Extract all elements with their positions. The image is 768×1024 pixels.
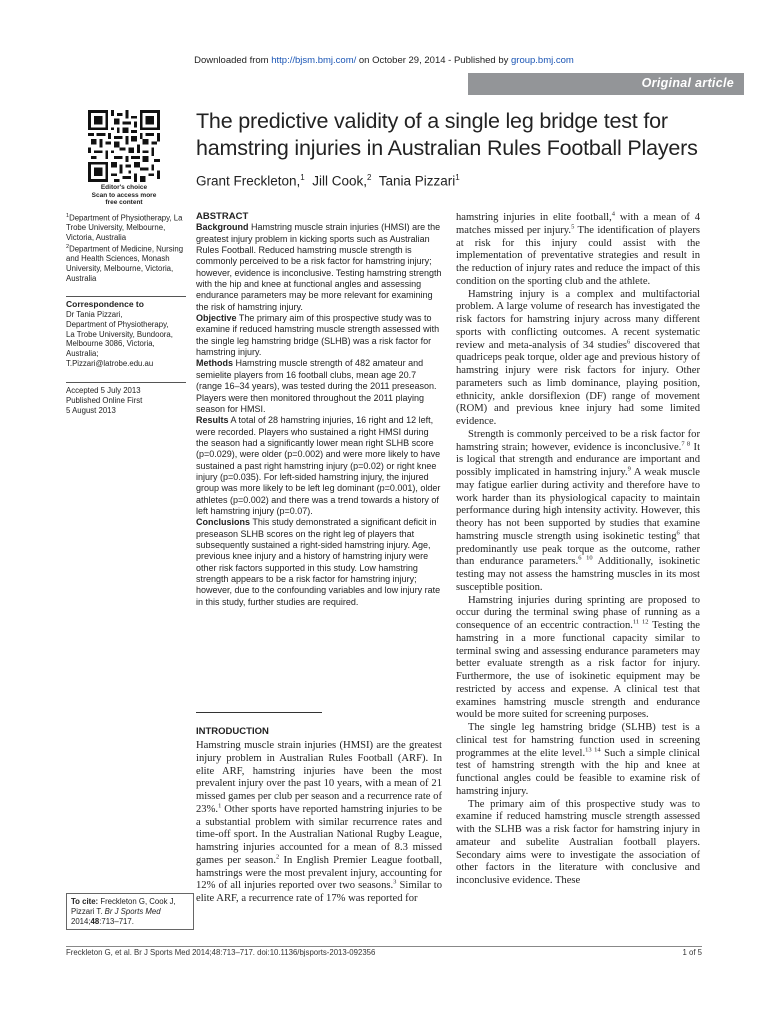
author-name: Jill Cook, xyxy=(312,173,368,189)
abstract-label: Methods xyxy=(196,358,233,369)
reference-marker[interactable]: 7 8 xyxy=(681,439,691,447)
reference-marker[interactable]: 9 xyxy=(627,465,631,473)
body-text: hamstring injuries in elite football, xyxy=(456,212,612,223)
body-text: Hamstring muscle strain injuries (HMSI) are the greatest injury problem in Australian Rules Football (ARF). In elite ARF, hamstring injuries have been the most prevalent injury over the past 10 years, with a mean of 21 missed games per club per season and a recurrence rate of 23%. xyxy=(196,740,442,815)
author-name: Tania Pizzari xyxy=(378,173,456,189)
body-text: that predominantly use peak torque as the outcome, rather than endurance parameters. xyxy=(456,530,700,568)
qr-caption-line: free content xyxy=(105,199,143,206)
paragraph xyxy=(456,799,700,888)
abstract-text: This study demonstrated a significant deficit in preseason SLHB scores on the right leg of players that subsequently sustained a right-sided hamstring injury. Age, previous knee injury and a history of hamstring injury were other risk factors supported in this study. Low hamstring strength appears to be a risk factor for hamstring injury; however, due to the confounding variables and low injury rate in this study, further studies are required. xyxy=(196,517,441,607)
qr-caption-line: Scan to access more xyxy=(91,191,157,199)
section-banner xyxy=(468,73,744,95)
footer-divider xyxy=(66,946,702,947)
correspondence-line: Dr Tania Pizzari, xyxy=(66,310,123,319)
download-notice xyxy=(0,55,768,66)
affiliation-text: Department of Physiotherapy, La Trobe University, Melbourne, Victoria, Australia xyxy=(66,213,183,243)
reference-marker[interactable]: 4 xyxy=(611,210,615,218)
body-text: Hamstring injuries during sprinting are proposed to occur during the terminal swing phase of running as a consequence of an eccentric contraction. xyxy=(456,594,700,631)
body-text: Strength is commonly perceived to be a risk factor for hamstring strain; however, evidence is inconclusive. xyxy=(456,428,700,453)
date-line: Accepted 5 July 2013 xyxy=(66,386,141,395)
article-title: The predictive validity of a single leg bridge test for hamstring injuries in Australian Rules Football Players xyxy=(196,109,698,160)
affiliation-item xyxy=(66,243,186,284)
abstract-text: Hamstring muscle strength of 482 amateur and semielite players from 16 football clubs, mean age 20.7 (range 16–34 years), was tested during the 2011 preseason. Players were then monitored throughout the 2011 playing season for HMSI. xyxy=(196,358,437,414)
abstract-text: A total of 28 hamstring injuries, 16 right and 12 left, were recorded. Players who sustained a right HMSI during the season had a significantly lower mean right SLHB score (p=0.029), were older (p=0.002) and were more likely to have sustained a past right hamstring injury (p=0.02) or right knee injury (p=0.035). For left-sided hamstring injury, the injured group was more likely to be left leg dominant (p=0.001), older athletes (p=0.002) and there was a trend towards a history of left hamstring injury (p=0.07). xyxy=(196,415,441,516)
introduction-heading: INTRODUCTION xyxy=(196,726,269,737)
body-text: The primary aim of this prospective study was to examine if reduced hamstring muscle strength assessed with the SLHB was a risk factor for hamstring injury in amateur and subelite Australian football players. Secondary aims were to investigate the association of other factors in the literature with conclusive and inconclusive evidence. These xyxy=(456,798,700,886)
qr-code-icon[interactable] xyxy=(88,110,160,182)
abstract-section xyxy=(196,222,442,313)
paragraph xyxy=(456,722,700,799)
reference-marker[interactable]: 6 xyxy=(676,529,680,537)
qr-caption xyxy=(88,184,160,207)
reference-marker[interactable]: 11 12 xyxy=(632,618,649,626)
reference-marker[interactable]: 6 10 xyxy=(578,554,593,562)
correspondence-email[interactable]: T.Pizzari@latrobe.edu.au xyxy=(66,358,154,368)
publisher-link[interactable]: group.bmj.com xyxy=(511,55,574,66)
publication-dates xyxy=(66,382,186,415)
paragraph xyxy=(456,595,700,723)
qr-caption-line: Editor's choice xyxy=(100,184,148,191)
reference-marker[interactable]: 6 xyxy=(627,337,631,345)
abstract-label: Background xyxy=(196,222,249,233)
citation-text: :713–717. xyxy=(99,916,134,926)
citation-text: 2014; xyxy=(71,916,91,926)
abstract-text: Hamstring muscle strain injuries (HMSI) are the greatest injury problem in kicking sports such as Australian Rules Football. Reduced hamstring muscle strength is commonly perceived to be a risk factor for hamstring injury; however, evidence is inconclusive. Testing hamstring strength with the hip and knee at functional angles and assessing endurance parameters may be more relevant for examining the risk of hamstring injury. xyxy=(196,222,442,312)
author-affiliation-marker: 1 xyxy=(300,173,305,182)
citation-volume: 48 xyxy=(90,916,100,926)
abstract-heading: ABSTRACT xyxy=(196,211,249,222)
correspondence-heading: Correspondence to xyxy=(66,296,186,309)
body-text: The single leg hamstring bridge (SLHB) test is a clinical test for hamstring function used in screening programmes at the elite level. xyxy=(456,722,700,759)
affiliation-item xyxy=(66,212,186,243)
abstract-section xyxy=(196,517,442,608)
body-text: The identification of players at risk for this injury could assist with the implementation of preventative strategies and result in the reduction of injury rates and reduce the impact of this condition on the sporting club and the athlete. xyxy=(456,224,700,287)
correspondence-line: Department of Physiotherapy, xyxy=(66,319,169,329)
abstract-section xyxy=(196,415,442,517)
citation-text: Freckleton G, Cook J, Pizzari T. xyxy=(71,897,176,916)
affiliation-text: Department of Medicine, Nursing and Health Sciences, Monash University, Melbourne, Victoria, Australia xyxy=(66,244,184,283)
affiliations xyxy=(66,212,186,284)
page-footer xyxy=(66,948,702,957)
body-text: It is logical that strength and endurance are important and possibly implicated in hamstring injury. xyxy=(456,441,701,478)
author-affiliation-marker: 1 xyxy=(455,173,460,182)
correspondence-line: Melbourne 3086, Victoria, xyxy=(66,339,155,349)
author-affiliation-marker: 2 xyxy=(367,173,372,182)
section-label: Original article xyxy=(641,76,734,90)
reference-marker[interactable]: 5 xyxy=(571,223,575,231)
download-prefix: Downloaded from xyxy=(194,55,272,66)
author-name: Grant Freckleton, xyxy=(196,173,301,189)
body-text: Such a simple clinical test of hamstring strength with the hip and knee at functional angles could be feasible to examine risk of hamstring injury. xyxy=(456,747,700,797)
body-text: Similar to elite ARF, a recurrence rate of 17% was reported for xyxy=(196,880,443,904)
footer-citation: Freckleton G, et al. Br J Sports Med 2014;48:713–717. doi:10.1136/bjsports-2013-092356 xyxy=(66,948,376,957)
abstract-section xyxy=(196,313,442,358)
abstract-label: Results xyxy=(196,415,229,426)
citation-journal: Br J Sports Med xyxy=(104,906,161,916)
right-column-body xyxy=(456,212,700,888)
paragraph xyxy=(456,212,700,289)
abstract-text: The primary aim of this prospective study was to examine if reduced hamstring muscle strength assessed with the single leg hamstring bridge (SLHB) was a risk factor for hamstring injury. xyxy=(196,313,440,358)
reference-marker[interactable]: 13 14 xyxy=(585,745,601,753)
paragraph xyxy=(456,289,700,429)
body-text: discovered that quadriceps peak torque, older age and previous history of hamstring injury were risk factors for injury. Other parameters such as limb dominance, playing position, ethnicity, ankle dorsiflexion (DF) range of movement (ROM) and previous knee injury had some limited evidence. xyxy=(456,339,701,427)
body-text: Testing the hamstring in a more functional capacity similar to terminal swing and assessing endurance parameters may better evaluate strength as a risk factor for injury. Furthermore, the use of isokinetic equipment may be restricted by access and expense. A clinical test that examines hamstring muscle strength and endurance would be more suited for screening purposes. xyxy=(456,620,700,721)
introduction-body xyxy=(196,740,442,906)
citation-label: To cite: xyxy=(71,897,99,906)
paragraph xyxy=(196,740,442,906)
reference-marker[interactable]: 2 xyxy=(275,853,280,861)
body-text: Additionally, isokinetic testing may not assess the hamstring muscles in its most susceptible position. xyxy=(456,556,701,593)
body-text: In English Premier League football, hamstrings were the most prevalent injury, accounting for 12% of all injuries reported over two seasons. xyxy=(196,854,442,892)
abstract-label: Objective xyxy=(196,313,237,324)
abstract-label: Conclusions xyxy=(196,517,251,528)
paragraph xyxy=(456,429,700,595)
correspondence-block xyxy=(66,310,186,369)
download-middle: on October 29, 2014 - Published by xyxy=(356,55,511,66)
body-text: with a mean of 4 matches missed per injury. xyxy=(456,212,701,236)
date-line: Published Online First xyxy=(66,395,143,405)
correspondence-line: La Trobe University, Bundoora, xyxy=(66,329,173,339)
reference-marker[interactable]: 3 xyxy=(393,878,397,886)
affiliation-marker: 2 xyxy=(66,243,70,250)
affiliation-marker: 1 xyxy=(66,213,70,219)
abstract-divider xyxy=(196,712,322,713)
body-text: Hamstring injury is a complex and multifactorial problem. A large volume of research has investigated the risk factors for hamstring injury across many different sports with conflicting outcomes. A recent systematic review and meta-analysis of 34 studies xyxy=(456,288,700,351)
page-number: 1 of 5 xyxy=(682,948,702,957)
reference-marker[interactable]: 1 xyxy=(218,802,222,810)
date-line: 5 August 2013 xyxy=(66,405,116,415)
author-list xyxy=(196,173,460,189)
abstract-section xyxy=(196,358,442,415)
citation-box xyxy=(66,893,194,930)
body-text: Other sports have reported hamstring injuries to be a substantial problem with similar recurrence rates and time-off sport. In the Australian National Rugby League, hamstring injuries accounted for a mean of 8.3 missed games per season. xyxy=(196,803,442,866)
bjsm-link[interactable]: http://bjsm.bmj.com/ xyxy=(271,55,357,66)
abstract xyxy=(196,211,442,608)
body-text: A weak muscle may fatigue earlier during activity and therefore have to work harder than its physiological capacity to maintain performance during high intensity activity. However, this theory has not been supported by studies that examine hamstring muscle strength using isokinetic testing xyxy=(456,467,700,542)
correspondence-line: Australia; xyxy=(66,349,99,359)
